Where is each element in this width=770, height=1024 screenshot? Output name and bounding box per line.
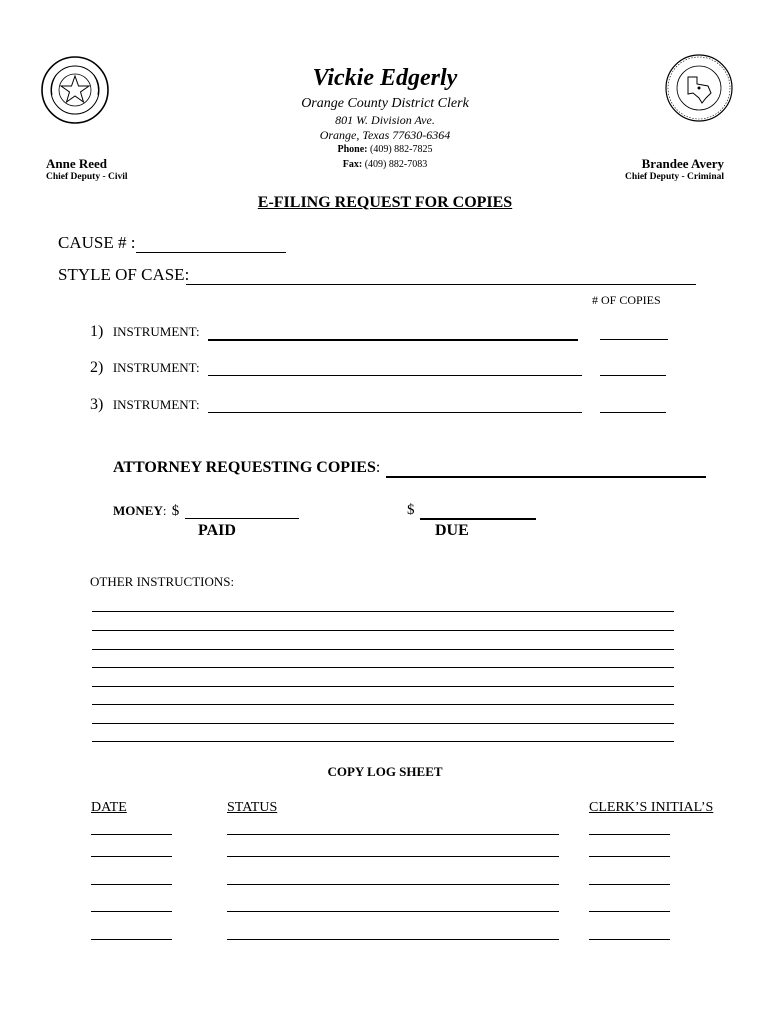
style-field[interactable]: [186, 284, 696, 285]
style-label: STYLE OF CASE:: [58, 265, 190, 284]
col-date-header: DATE: [91, 800, 127, 815]
copies-field[interactable]: [600, 412, 666, 413]
instrument-number: 1): [90, 323, 104, 340]
col-initials-header: CLERK’S INITIAL’S: [589, 800, 714, 815]
paid-label: PAID: [198, 522, 236, 539]
log-initials-field[interactable]: [589, 834, 670, 835]
log-initials-field[interactable]: [589, 939, 670, 940]
dollar-sign: $: [171, 503, 180, 519]
county-seal-right: [664, 53, 734, 123]
copy-log-title: COPY LOG SHEET: [327, 764, 443, 779]
attorney-colon: :: [375, 459, 381, 476]
col-status-header: STATUS: [227, 800, 278, 815]
instrument-label: INSTRUMENT:: [112, 360, 200, 375]
money-label: MONEY: [113, 503, 163, 518]
cause-label: CAUSE # :: [58, 233, 136, 252]
instrument-label: INSTRUMENT:: [112, 397, 200, 412]
instrument-number: 3): [90, 396, 104, 413]
log-initials-field[interactable]: [589, 884, 670, 885]
instructions-line[interactable]: [92, 649, 674, 650]
instructions-line[interactable]: [92, 611, 674, 612]
instrument-field[interactable]: [208, 339, 578, 341]
log-date-field[interactable]: [91, 911, 172, 912]
instructions-line[interactable]: [92, 686, 674, 687]
due-amount-field[interactable]: [420, 518, 536, 520]
attorney-label: ATTORNEY REQUESTING COPIES: [113, 459, 376, 476]
log-date-field[interactable]: [91, 939, 172, 940]
fax-label: Fax:: [342, 159, 363, 170]
clerk-office: Orange County District Clerk: [301, 96, 469, 111]
instrument-number: 2): [90, 359, 104, 376]
log-status-field[interactable]: [227, 856, 559, 857]
phone-number: (409) 882-7825: [370, 144, 433, 155]
right-deputy-name: Brandee Avery: [641, 156, 724, 171]
phone-line: [235, 143, 535, 156]
address-line-2: Orange, Texas 77630-6364: [319, 128, 451, 142]
form-title: E-FILING REQUEST FOR COPIES: [257, 194, 513, 211]
money-colon: :: [162, 503, 167, 518]
left-deputy-name: Anne Reed: [46, 156, 108, 171]
instructions-line[interactable]: [92, 704, 674, 705]
log-status-field[interactable]: [227, 911, 559, 912]
left-deputy-title: Chief Deputy - Civil: [46, 172, 128, 182]
log-date-field[interactable]: [91, 856, 172, 857]
copies-header: # OF COPIES: [592, 293, 661, 307]
money-row: [113, 503, 179, 520]
instrument-row: [90, 359, 200, 377]
instructions-line[interactable]: [92, 667, 674, 668]
log-initials-field[interactable]: [589, 856, 670, 857]
attorney-row: [113, 459, 380, 477]
clerk-name: Vickie Edgerly: [312, 65, 458, 91]
due-label: DUE: [435, 522, 469, 539]
copies-field[interactable]: [600, 339, 668, 340]
fax-line: [235, 158, 535, 171]
instructions-line[interactable]: [92, 630, 674, 631]
log-date-field[interactable]: [91, 884, 172, 885]
log-date-field[interactable]: [91, 834, 172, 835]
fax-number: (409) 882-7083: [364, 159, 428, 170]
instrument-row: [90, 323, 200, 341]
phone-label: Phone:: [337, 144, 368, 155]
dollar-sign: $: [407, 502, 415, 518]
paid-amount-field[interactable]: [185, 518, 299, 519]
log-status-field[interactable]: [227, 939, 559, 940]
instrument-field[interactable]: [208, 412, 582, 413]
instrument-row: [90, 396, 200, 414]
county-seal-left: [40, 55, 110, 125]
instructions-line[interactable]: [92, 723, 674, 724]
instrument-field[interactable]: [208, 375, 582, 376]
copies-field[interactable]: [600, 375, 666, 376]
address-line-1: 801 W. Division Ave.: [335, 113, 435, 127]
instructions-line[interactable]: [92, 741, 674, 742]
attorney-field[interactable]: [386, 476, 706, 478]
right-deputy-title: Chief Deputy - Criminal: [625, 172, 724, 182]
cause-field[interactable]: [136, 252, 286, 253]
log-initials-field[interactable]: [589, 911, 670, 912]
instrument-label: INSTRUMENT:: [112, 324, 200, 339]
other-instructions-label: OTHER INSTRUCTIONS:: [90, 574, 235, 589]
log-status-field[interactable]: [227, 884, 559, 885]
log-status-field[interactable]: [227, 834, 559, 835]
